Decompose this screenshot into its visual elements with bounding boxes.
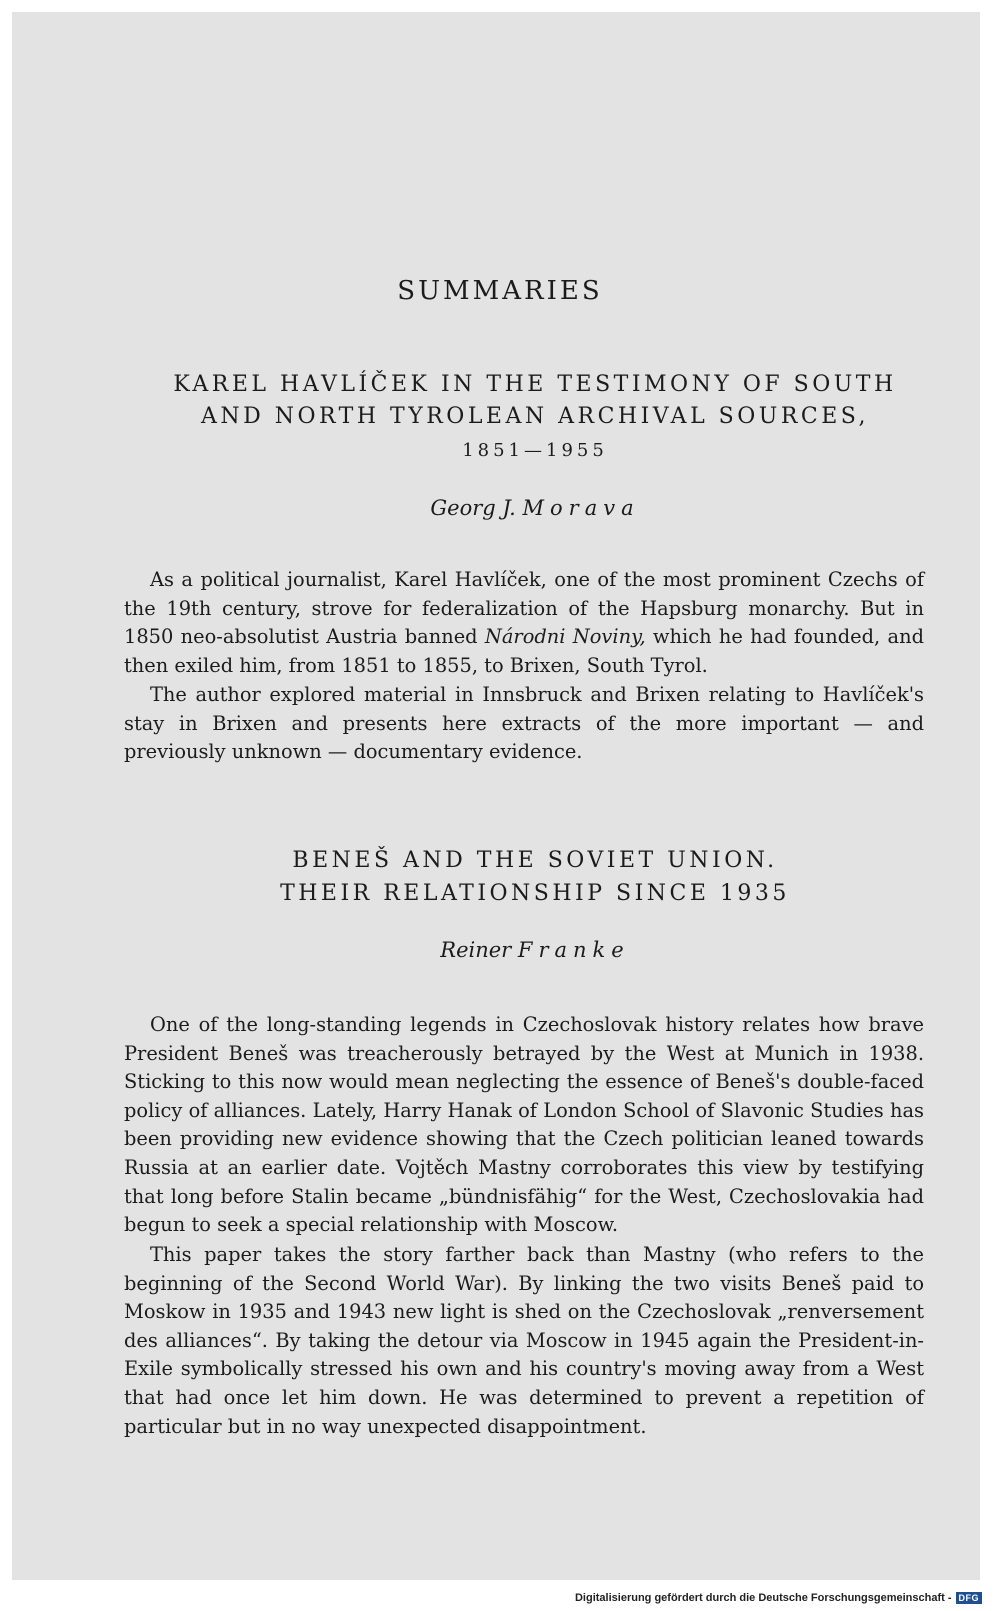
article-2-author — [140, 938, 930, 962]
article-1-paragraph-1 — [124, 566, 924, 680]
article-2-author-first: Reiner — [440, 938, 512, 962]
article-1-title-line-1: KAREL HAVLÍČEK IN THE TESTIMONY OF SOUTH — [173, 372, 897, 397]
article-1-paragraph-2: The author explored material in Innsbruck and Brixen relating to Havlíček's stay in Brixen and presents here extracts of the more important — and previously unknown — documentary evidence. — [124, 683, 924, 764]
dfg-logo-icon: DFG — [956, 1592, 983, 1604]
article-1-author-first: Georg J. — [430, 496, 516, 520]
article-2-paragraph-2: This paper takes the story farther back than Mastny (who refers to the beginning of the Second World War). By linking the two visits Beneš paid to Moskow in 1935 and 1943 new light is shed on the Czechoslovak „renversement des alliances“. By taking the detour via Moscow in 1945 again the President-in-Exile symbolically stressed his own and his country's moving away from a West that had once let him down. He was determined to prevent a repetition of particular but in no way unexpected disappointment. — [124, 1243, 924, 1438]
article-2-author-last: Franke — [517, 938, 630, 962]
page-heading: SUMMARIES — [397, 276, 603, 306]
article-1-author — [140, 496, 930, 520]
article-1-title-line-2: AND NORTH TYROLEAN ARCHIVAL SOURCES, — [200, 404, 870, 429]
article-2-title-line-1: BENEŠ AND THE SOVIET UNION. — [292, 848, 778, 873]
article-2-title-line-2: THEIR RELATIONSHIP SINCE 1935 — [280, 881, 790, 906]
article-1-p1-newspaper: Národni Noviny, — [484, 625, 646, 649]
footer-text: Digitalisierung gefördert durch die Deutsche Forschungsgemeinschaft - — [574, 1592, 952, 1604]
article-1-author-last: Morava — [522, 496, 640, 520]
article-1-p1-part-a: As a political journalist, Karel Havlíček, one of the most prominent Czechs of the 19th century, strove for federalization of the Hapsburg monarchy. But in 1850 neo-absolutist Austria banned — [124, 568, 924, 649]
digitization-footer — [575, 1592, 982, 1604]
article-2-paragraph-1: One of the long-standing legends in Czechoslovak history relates how brave President Beneš was treacherously betrayed by the West at Munich in 1938. Sticking to this now would mean neglecting the essence of Beneš's double-faced policy of alliances. Lately, Harry Hanak of London School of Slavonic Studies has been providing new evidence showing that the Czech politician leaned towards Russia at an earlier date. Vojtěch Mastny corroborates this view by testifying that long before Stalin became „bündnisfähig“ for the West, Czechoslovakia had begun to seek a special relationship with Moscow. — [124, 1013, 924, 1237]
article-1-p1-part-b: which he had founded, and then exiled him, from 1851 to 1855, to Brixen, South Tyrol. — [124, 625, 924, 677]
article-1-year-range: 1851—1955 — [462, 440, 608, 461]
